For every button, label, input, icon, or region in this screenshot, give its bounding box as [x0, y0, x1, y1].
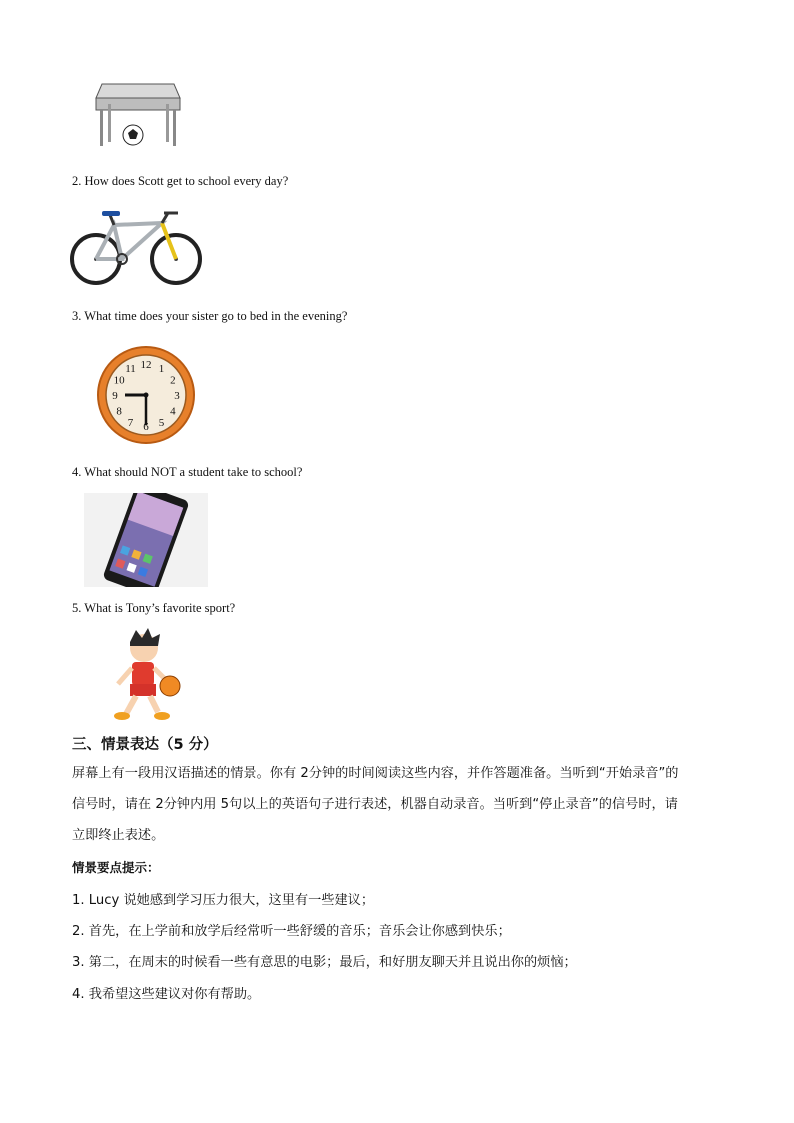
clock-image — [96, 345, 196, 450]
hint-item: 4. 我希望这些建议对你有帮助。 — [72, 987, 261, 1002]
clock-numeral: 6 — [143, 421, 149, 433]
instruction-line: 信号时，请在 2分钟内用 5句以上的英语句子进行表述，机器自动录音。当听到“停止录音”的信号时，请 — [72, 797, 678, 812]
clock-numeral: 11 — [125, 363, 136, 376]
instruction-paragraph — [72, 758, 722, 851]
clock-numeral: 1 — [158, 363, 165, 376]
clock-numeral: 2 — [170, 374, 176, 387]
hint-title: 情景要点提示： — [72, 860, 160, 875]
basketball-player-image — [100, 628, 186, 729]
instruction-line: 立即终止表述。 — [72, 828, 165, 843]
clock-numeral: 7 — [127, 416, 134, 429]
clock-numeral: 4 — [170, 405, 176, 418]
hint-item: 2. 首先，在上学前和放学后经常听一些舒缓的音乐；音乐会让你感到快乐； — [72, 924, 511, 939]
clock-numeral: 12 — [140, 359, 152, 371]
hint-item: 1. Lucy 说她感到学习压力很大，这里有一些建议； — [72, 893, 375, 908]
hint-item: 3. 第二，在周末的时候看一些有意思的电影；最后，和好朋友聊天并且说出你的烦恼； — [72, 955, 577, 970]
desk-football-image — [94, 80, 184, 155]
question-5: 5. What is Tony’s favorite sport? — [72, 601, 236, 615]
question-4: 4. What should NOT a student take to school? — [72, 465, 303, 479]
instruction-line: 屏幕上有一段用汉语描述的情景。你有 2分钟的时间阅读这些内容，并作答题准备。当听到“开始录音”的 — [72, 766, 679, 781]
question-2: 2. How does Scott get to school every day? — [72, 174, 289, 188]
smartphone-image — [84, 493, 208, 592]
clock-numeral: 5 — [158, 416, 165, 429]
clock-numeral: 9 — [112, 390, 118, 402]
clock-numeral: 10 — [113, 374, 125, 387]
clock-numeral: 8 — [116, 405, 122, 418]
bicycle-image — [70, 207, 204, 294]
section-title: 三、情景表达（5 分） — [72, 737, 218, 753]
clock-numeral: 3 — [174, 390, 180, 402]
question-3: 3. What time does your sister go to bed in the evening? — [72, 309, 348, 323]
